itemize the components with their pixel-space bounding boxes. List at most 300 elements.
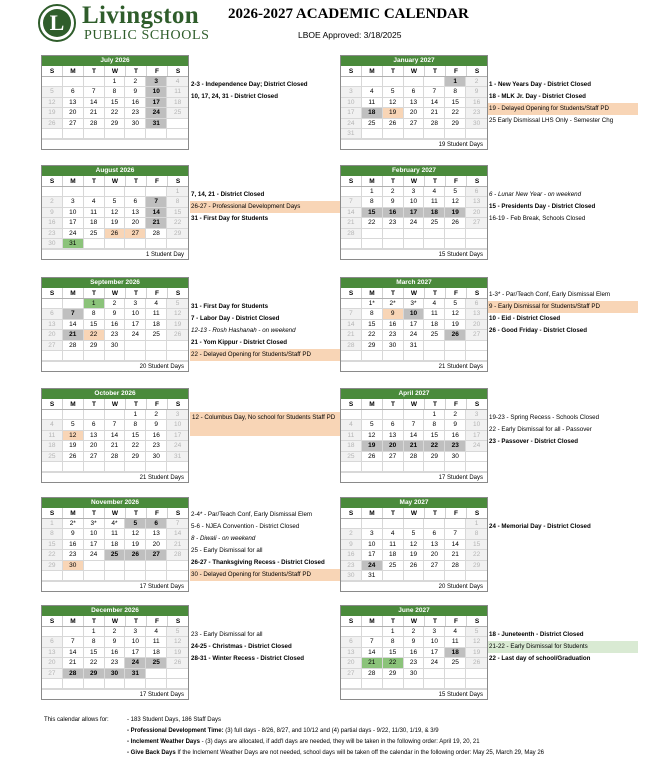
day-cell: 23	[105, 658, 126, 668]
day-cell: 18	[167, 98, 188, 108]
day-cell: 5	[125, 519, 146, 529]
day-cell: 30	[383, 341, 404, 351]
day-cell	[445, 239, 466, 249]
day-cell: 20	[125, 218, 146, 228]
day-cell: 31	[146, 119, 167, 129]
day-cell: 15	[362, 320, 383, 330]
weekday-label: W	[404, 508, 425, 518]
day-cell: 30	[341, 571, 362, 581]
day-cell	[466, 452, 487, 462]
day-cell: 4	[167, 77, 188, 87]
day-cell	[63, 462, 84, 472]
day-cell	[167, 129, 188, 139]
day-cell: 1	[362, 187, 383, 197]
month-calendar-aug	[41, 165, 189, 260]
day-cell: 25	[146, 658, 167, 668]
weekday-label: W	[404, 616, 425, 626]
day-cell	[424, 351, 445, 361]
day-cell: 23	[341, 561, 362, 571]
day-cell	[84, 679, 105, 689]
day-cell: 8	[167, 197, 188, 207]
day-cell: 26	[445, 330, 466, 340]
day-cell: 22	[383, 658, 404, 668]
calendar-note: 1-3* - Par/Teach Conf, Early Dismissal Elem	[489, 291, 611, 298]
day-cell: 19	[445, 208, 466, 218]
day-cell	[362, 519, 383, 529]
day-cell: 30	[466, 119, 487, 129]
day-cell: 15	[105, 98, 126, 108]
calendar-note: 10, 17, 24, 31 - District Closed	[191, 93, 279, 100]
day-cell	[341, 519, 362, 529]
day-cell: 2	[125, 77, 146, 87]
day-cell: 23	[466, 108, 487, 118]
day-cell	[404, 229, 425, 239]
weekday-label: T	[425, 399, 446, 409]
day-cell: 16	[125, 98, 146, 108]
day-cell: 20	[404, 108, 425, 118]
day-cell: 2	[404, 627, 425, 637]
day-cell: 19	[466, 648, 487, 658]
day-cell: 23	[125, 108, 146, 118]
day-cell	[63, 299, 84, 309]
calendar-note: 18 - MLK Jr. Day - District Closed	[489, 93, 586, 100]
day-cell	[125, 341, 146, 351]
day-cell: 13	[84, 431, 105, 441]
day-cell	[341, 679, 362, 689]
weekday-label: S	[474, 178, 480, 185]
day-cell	[424, 341, 445, 351]
weekday-label: S	[175, 178, 181, 185]
day-cell: 1	[445, 77, 466, 87]
day-cell	[404, 129, 425, 139]
month-notes-aug	[190, 189, 340, 225]
weekday-label: W	[404, 66, 425, 76]
day-cell: 30	[445, 452, 466, 462]
day-cell: 25	[445, 658, 466, 668]
month-calendar-mar	[340, 277, 488, 372]
calendar-note: 22 - Last day of school/Graduation	[489, 655, 591, 662]
day-cell: 12	[466, 637, 487, 647]
day-cell: 11	[362, 98, 383, 108]
day-grid	[42, 299, 188, 361]
day-cell	[146, 341, 167, 351]
day-cell	[63, 627, 84, 637]
day-cell: 26	[362, 452, 383, 462]
day-cell	[424, 239, 445, 249]
day-cell: 24	[466, 441, 487, 451]
day-cell	[63, 187, 84, 197]
weekday-label: T	[383, 176, 404, 186]
day-cell: 27	[341, 669, 362, 679]
month-title: April 2027	[341, 389, 487, 399]
day-cell	[424, 77, 445, 87]
day-cell: 28	[404, 452, 425, 462]
day-cell	[362, 410, 383, 420]
day-cell: 13	[42, 648, 63, 658]
day-cell: 28	[341, 341, 362, 351]
day-cell	[105, 187, 126, 197]
day-cell: 8	[84, 637, 105, 647]
day-cell	[362, 679, 383, 689]
day-cell: 18	[383, 550, 404, 560]
day-cell: 12	[105, 208, 126, 218]
month-title: March 2027	[341, 278, 487, 288]
day-cell: 7	[424, 87, 445, 97]
calendar-note: 25 Early Dismissal LHS Only - Semester Chg	[489, 117, 614, 124]
day-cell	[424, 462, 445, 472]
day-cell: 1	[84, 627, 105, 637]
day-cell: 16	[63, 540, 84, 550]
day-cell	[125, 129, 146, 139]
calendar-note: 26-27 - Thanksgiving Recess - District Closed	[191, 559, 325, 566]
day-cell: 7	[362, 637, 383, 647]
month-title: August 2026	[42, 166, 188, 176]
day-cell: 20	[466, 208, 487, 218]
day-cell	[383, 229, 404, 239]
day-cell	[362, 229, 383, 239]
weekday-label: T	[84, 66, 105, 76]
calendar-note: 16-19 - Feb Break, Schools Closed	[489, 215, 586, 222]
day-cell	[63, 410, 84, 420]
day-cell: 1	[167, 187, 188, 197]
calendar-note: 19 - Delayed Opening for Students/Staff PD	[488, 103, 638, 115]
logo-letter: L	[43, 9, 71, 37]
weekday-label: S	[42, 288, 63, 298]
weekday-label: S	[341, 288, 362, 298]
month-title: November 2026	[42, 498, 188, 508]
day-cell	[105, 679, 126, 689]
day-cell: 5	[167, 627, 188, 637]
weekday-label: F	[446, 66, 467, 76]
day-cell: 11	[84, 208, 105, 218]
day-cell	[105, 561, 126, 571]
day-cell	[42, 571, 63, 581]
weekday-label: M	[362, 176, 383, 186]
weekday-label: M	[362, 616, 383, 626]
day-cell: 26	[167, 330, 188, 340]
day-cell	[445, 229, 466, 239]
day-cell	[105, 129, 126, 139]
day-cell	[84, 129, 105, 139]
day-grid	[42, 627, 188, 689]
weekday-label: M	[362, 288, 383, 298]
day-cell: 26	[445, 218, 466, 228]
day-cell	[167, 341, 188, 351]
day-cell	[105, 571, 126, 581]
day-cell	[105, 351, 126, 361]
day-cell: 29	[105, 119, 126, 129]
day-cell	[84, 462, 105, 472]
day-cell: 12	[404, 540, 425, 550]
student-days-count: 20 Student Days	[42, 361, 188, 371]
weekday-label: T	[84, 288, 105, 298]
day-cell: 16	[105, 320, 126, 330]
day-cell: 14	[105, 431, 126, 441]
day-cell: 5	[105, 197, 126, 207]
day-cell: 22	[445, 108, 466, 118]
student-days-count: 20 Student Days	[341, 581, 487, 591]
weekday-label: W	[404, 288, 425, 298]
day-cell: 7	[341, 309, 362, 319]
day-cell	[167, 561, 188, 571]
day-cell: 27	[125, 229, 146, 239]
day-cell: 25	[42, 452, 63, 462]
day-cell: 6	[42, 637, 63, 647]
day-cell	[146, 239, 167, 249]
student-days-count: 17 Student Days	[42, 581, 188, 591]
weekday-label: T	[84, 399, 105, 409]
day-cell	[84, 77, 105, 87]
day-cell: 17	[404, 208, 425, 218]
day-cell: 9	[445, 420, 466, 430]
student-days-count: 1 Student Day	[42, 249, 188, 259]
day-cell: 25	[383, 561, 404, 571]
day-cell: 17	[167, 431, 188, 441]
day-cell: 9	[125, 87, 146, 97]
day-cell	[362, 129, 383, 139]
day-cell: 9	[105, 309, 126, 319]
day-cell: 18	[445, 648, 466, 658]
calendar-note: 7 - Labor Day - District Closed	[191, 315, 280, 322]
day-cell: 22	[167, 218, 188, 228]
day-cell: 16	[383, 320, 404, 330]
day-cell	[42, 462, 63, 472]
day-cell: 17	[146, 98, 167, 108]
day-cell: 7	[84, 87, 105, 97]
day-cell: 8	[424, 420, 445, 430]
day-cell	[167, 351, 188, 361]
day-grid	[42, 519, 188, 581]
day-cell: 3	[125, 627, 146, 637]
day-cell: 16	[445, 431, 466, 441]
day-cell: 8	[42, 529, 63, 539]
day-cell	[362, 462, 383, 472]
day-cell: 22	[84, 658, 105, 668]
day-cell	[167, 119, 188, 129]
day-cell	[466, 351, 487, 361]
day-cell: 7	[63, 637, 84, 647]
month-calendar-apr	[340, 388, 488, 483]
calendar-note: 2-3 - Independence Day; District Closed	[191, 81, 308, 88]
day-cell: 8	[84, 309, 105, 319]
month-calendar-dec	[41, 605, 189, 700]
day-cell: 19	[167, 648, 188, 658]
day-cell: 23	[383, 330, 404, 340]
month-calendar-jun	[340, 605, 488, 700]
day-grid	[341, 519, 487, 581]
weekday-label: M	[63, 66, 84, 76]
day-cell: 6	[404, 87, 425, 97]
day-cell: 3	[167, 410, 188, 420]
day-cell: 12	[63, 431, 84, 441]
footer-line-days: - 183 Student Days, 186 Staff Days	[127, 717, 221, 723]
weekday-header	[42, 66, 188, 77]
day-cell	[466, 462, 487, 472]
day-cell: 26	[105, 229, 126, 239]
day-cell: 26	[42, 119, 63, 129]
day-cell	[466, 669, 487, 679]
calendar-note: 21 - Yom Kippur - District Closed	[191, 339, 288, 346]
brand-name: Livingston	[82, 2, 199, 29]
calendar-note: 2-4* - Par/Teach Conf, Early Dismissal Elem	[191, 511, 313, 518]
day-cell: 12	[383, 98, 404, 108]
day-cell: 31	[341, 129, 362, 139]
day-cell: 2	[105, 627, 126, 637]
day-cell	[445, 669, 466, 679]
day-cell: 22	[125, 441, 146, 451]
day-cell: 27	[146, 550, 167, 560]
day-grid	[341, 627, 487, 689]
weekday-label: S	[175, 618, 181, 625]
day-cell	[84, 561, 105, 571]
day-cell	[404, 519, 425, 529]
day-cell: 5	[445, 187, 466, 197]
day-cell: 4	[445, 627, 466, 637]
weekday-label: S	[474, 401, 480, 408]
day-cell	[341, 410, 362, 420]
day-cell: 8	[383, 637, 404, 647]
calendar-note: 24-25 - Christmas - District Closed	[191, 643, 292, 650]
day-cell: 19	[404, 550, 425, 560]
day-cell: 27	[466, 218, 487, 228]
footer-weather-text: - (3) days are allocated, if add'l days are needed, they will be taken in the following order: April 19, 20, 21	[201, 739, 480, 745]
day-cell: 5	[42, 87, 63, 97]
day-cell	[383, 129, 404, 139]
day-cell: 26	[383, 119, 404, 129]
month-notes-jul	[190, 79, 340, 103]
day-cell: 9	[383, 309, 404, 319]
day-cell: 12	[167, 309, 188, 319]
footer-line-weather	[127, 737, 480, 748]
day-cell: 13	[404, 98, 425, 108]
day-cell: 14	[362, 648, 383, 658]
day-cell: 19	[445, 320, 466, 330]
weekday-label: S	[341, 508, 362, 518]
day-cell	[341, 299, 362, 309]
day-cell	[362, 77, 383, 87]
day-cell: 15	[84, 320, 105, 330]
day-cell	[125, 239, 146, 249]
day-cell: 1	[383, 627, 404, 637]
weekday-header	[341, 508, 487, 519]
day-cell	[42, 129, 63, 139]
day-cell: 25	[167, 108, 188, 118]
day-cell	[466, 239, 487, 249]
day-cell	[404, 571, 425, 581]
day-cell: 19	[167, 320, 188, 330]
weekday-label: T	[425, 288, 446, 298]
day-cell: 1	[42, 519, 63, 529]
student-days-count: 21 Student Days	[42, 472, 188, 482]
day-cell: 12	[362, 431, 383, 441]
day-cell: 30	[125, 119, 146, 129]
day-cell: 28	[167, 550, 188, 560]
student-days-count: 17 Student Days	[341, 472, 487, 482]
day-cell: 29	[424, 452, 445, 462]
day-cell: 28	[63, 669, 84, 679]
weekday-header	[42, 616, 188, 627]
month-title: February 2027	[341, 166, 487, 176]
month-notes-apr	[488, 412, 638, 448]
day-cell: 5	[466, 627, 487, 637]
weekday-label: F	[446, 616, 467, 626]
month-title: September 2026	[42, 278, 188, 288]
month-title: June 2027	[341, 606, 487, 616]
day-cell: 25	[105, 550, 126, 560]
day-cell: 10	[167, 420, 188, 430]
day-cell: 31	[167, 452, 188, 462]
calendar-note: 5-6 - NJEA Convention - District Closed	[191, 523, 300, 530]
day-grid	[341, 299, 487, 361]
day-cell: 11	[341, 431, 362, 441]
day-cell: 3	[341, 87, 362, 97]
day-cell	[466, 341, 487, 351]
day-cell: 4	[146, 627, 167, 637]
day-cell: 4	[362, 87, 383, 97]
day-cell	[63, 351, 84, 361]
day-cell: 17	[84, 540, 105, 550]
day-cell: 22	[84, 330, 105, 340]
footer-giveback-text: If the Inclement Weather Days are not needed, school days will be taken off the calendar in the following order: May 25, March 29, May 26	[177, 750, 545, 756]
month-calendar-sep	[41, 277, 189, 372]
day-grid	[341, 187, 487, 249]
month-title: December 2026	[42, 606, 188, 616]
calendar-note: 7, 14, 21 - District Closed	[191, 191, 265, 198]
month-notes-feb	[488, 189, 638, 225]
day-cell	[42, 410, 63, 420]
day-cell: 8	[125, 420, 146, 430]
weekday-label: T	[383, 66, 404, 76]
day-cell: 7	[146, 197, 167, 207]
day-cell: 12	[42, 98, 63, 108]
day-cell: 26	[63, 452, 84, 462]
month-calendar-oct	[41, 388, 189, 483]
day-cell: 4	[424, 299, 445, 309]
weekday-label: M	[63, 616, 84, 626]
month-notes-jan	[488, 79, 638, 127]
day-cell: 28	[105, 452, 126, 462]
calendar-note: 12-13 - Rosh Hashanah - on weekend	[191, 327, 296, 334]
day-cell: 22	[362, 330, 383, 340]
weekday-label: F	[147, 508, 168, 518]
day-cell: 29	[445, 119, 466, 129]
day-cell	[125, 351, 146, 361]
day-cell	[42, 679, 63, 689]
day-cell	[424, 571, 445, 581]
footer-pd-label: - Professional Development Time:	[127, 728, 224, 734]
calendar-note: 19-23 - Spring Recess - Schools Closed	[489, 414, 600, 421]
day-cell: 8	[445, 87, 466, 97]
footer-line-pd	[127, 726, 439, 737]
calendar-note: 18 - Juneteenth - District Closed	[489, 631, 584, 638]
day-cell	[167, 239, 188, 249]
day-cell: 11	[146, 309, 167, 319]
day-cell	[383, 410, 404, 420]
day-cell: 14	[167, 529, 188, 539]
day-cell: 30	[105, 341, 126, 351]
day-cell: 30	[146, 452, 167, 462]
day-cell: 10	[424, 637, 445, 647]
day-cell	[445, 351, 466, 361]
day-cell	[341, 187, 362, 197]
month-title: October 2026	[42, 389, 188, 399]
day-cell: 4*	[105, 519, 126, 529]
day-cell: 28	[424, 119, 445, 129]
day-cell: 15	[84, 648, 105, 658]
day-cell	[146, 669, 167, 679]
day-cell	[105, 239, 126, 249]
weekday-header	[42, 399, 188, 410]
